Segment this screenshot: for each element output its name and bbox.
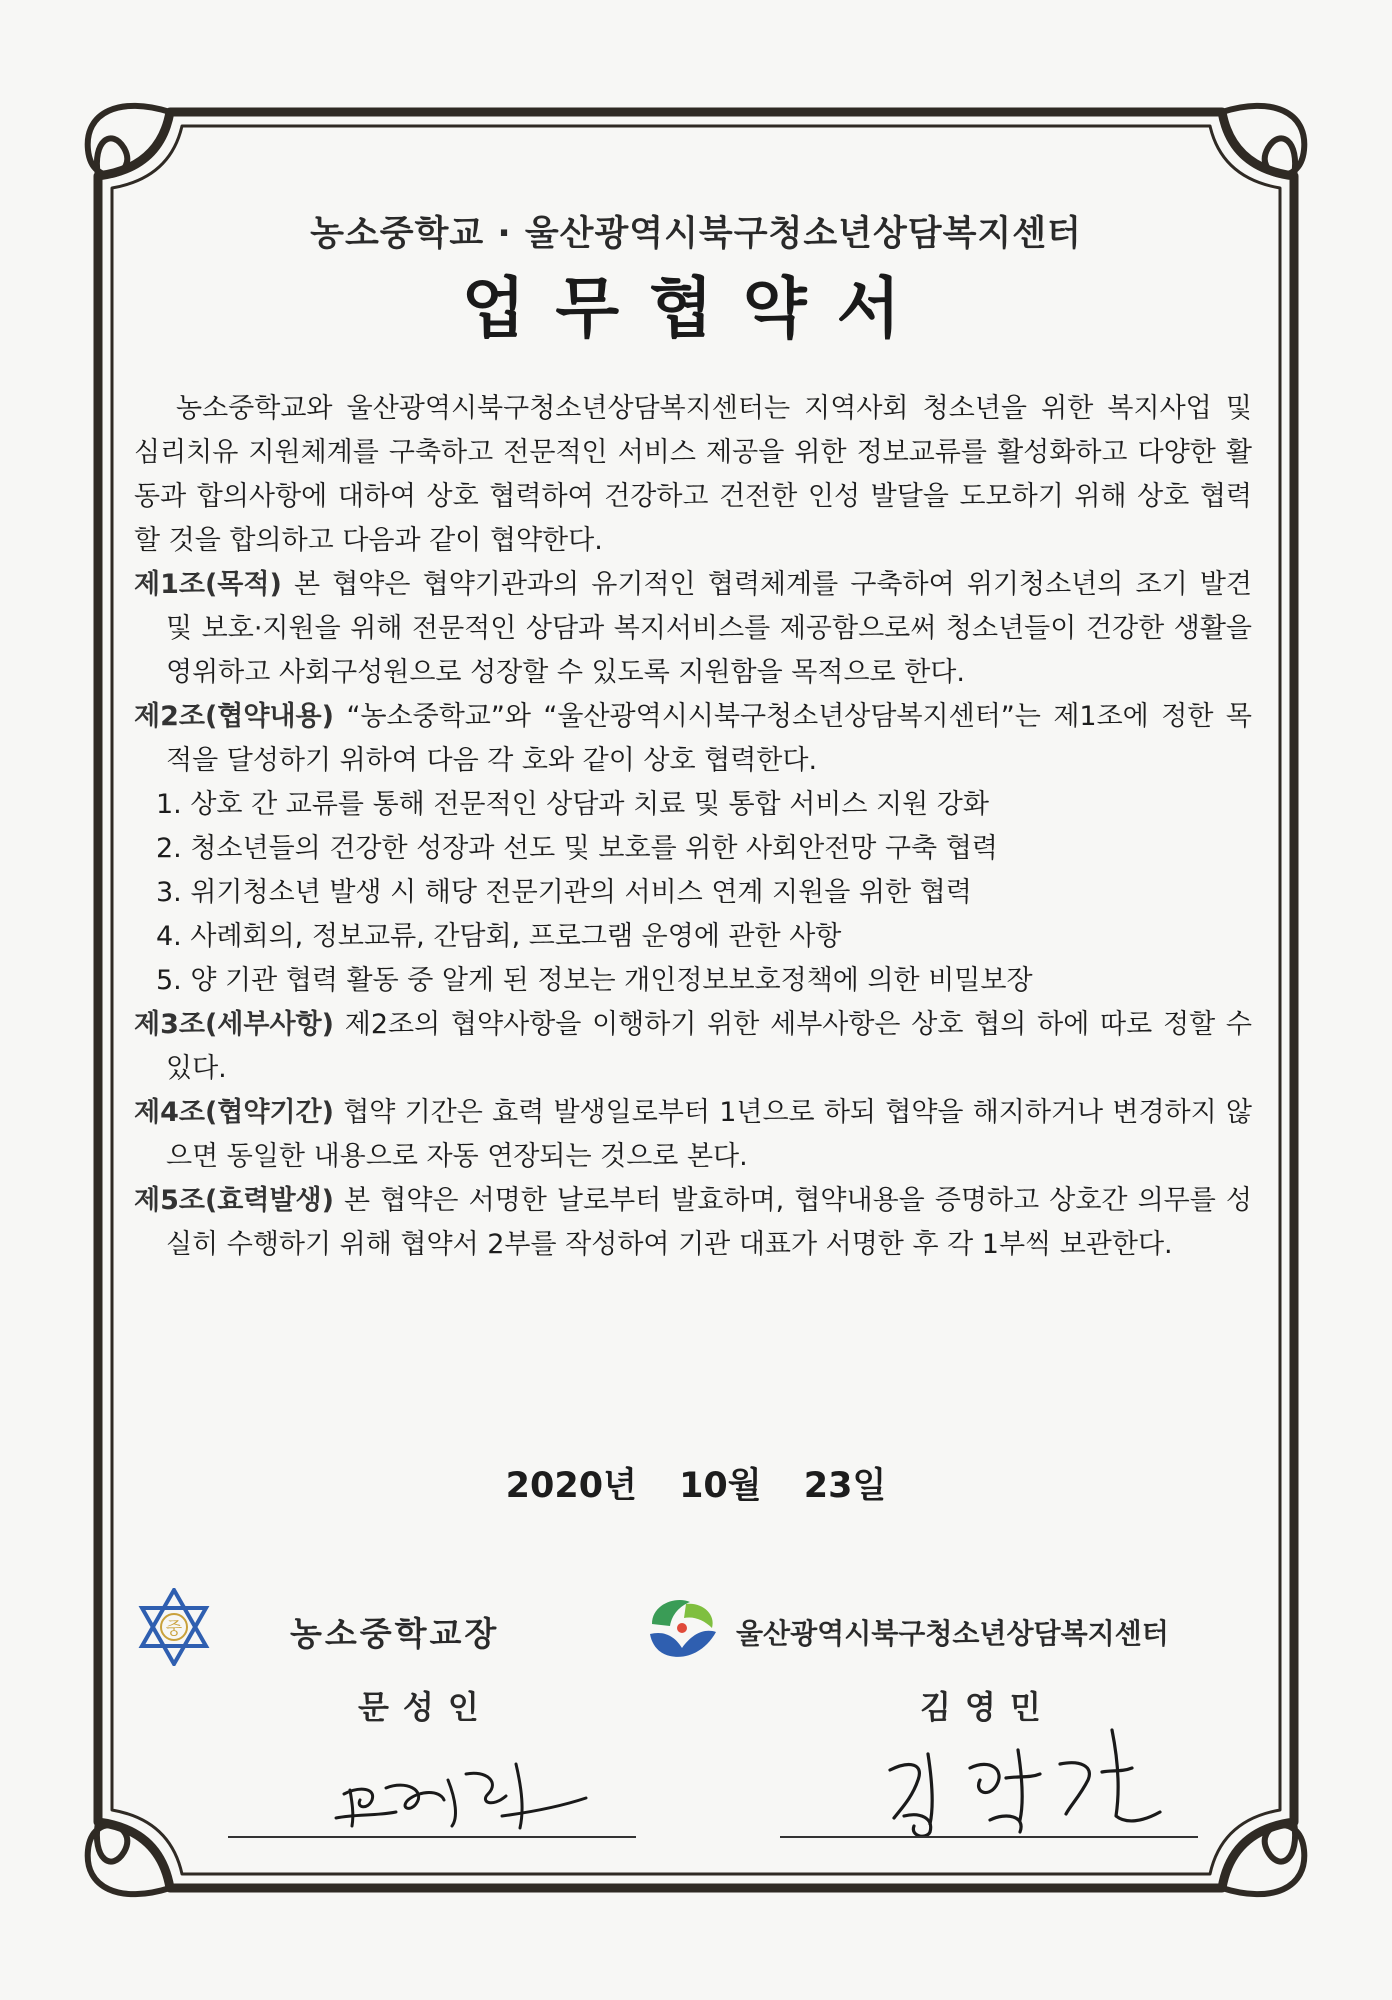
center-signatory-name: 김영민 [920, 1688, 1055, 1726]
date-day: 23일 [803, 1466, 887, 1506]
article-heading: 제2조(협약내용) [134, 701, 334, 732]
article-3 [134, 1003, 1252, 1091]
school-emblem-text: 중 [165, 1619, 183, 1639]
article-2 [134, 695, 1252, 783]
list-item: 3. 위기청소년 발생 시 해당 전문기관의 서비스 연계 지원을 위한 협력 [156, 877, 972, 908]
school-signature [316, 1730, 596, 1840]
article-text: 제2조의 협약사항을 이행하기 위한 세부사항은 상호 협의 하에 따로 정할 수 있다. [166, 1009, 1252, 1084]
article-heading: 제1조(목적) [134, 569, 282, 600]
center-logo-icon [646, 1594, 718, 1660]
article-heading: 제5조(효력발생) [134, 1185, 334, 1216]
intro-paragraph: 농소중학교와 울산광역시북구청소년상담복지센터는 지역사회 청소년을 위한 복지사업 및 심리치유 지원체계를 구축하고 전문적인 서비스 제공을 위한 정보교류를 활성화하고 다양한 활동과 합의사항에 대하여 상호 협력하여 건강하고 건전한 인성 발달을 도모하기 위해 상호 협력할 것을 합의하고 다음과 같이 협약한다. [134, 393, 1252, 556]
school-emblem-icon [138, 1588, 210, 1666]
list-item: 4. 사례회의, 정보교류, 간담회, 프로그램 운영에 관한 사항 [156, 921, 842, 952]
center-signature-line [780, 1836, 1198, 1838]
school-signatory-title: 농소중학교장 [290, 1614, 500, 1653]
center-signatory-title: 울산광역시북구청소년상담복지센터 [736, 1617, 1169, 1650]
article-text: “농소중학교”와 “울산광역시시북구청소년상담복지센터”는 제1조에 정한 목적을 달성하기 위하여 다음 각 호와 같이 상호 협력한다. [166, 701, 1252, 776]
article-heading: 제4조(협약기간) [134, 1097, 334, 1128]
date-year: 2020년 [505, 1466, 637, 1506]
article-5 [134, 1179, 1252, 1267]
article-heading: 제3조(세부사항) [134, 1009, 334, 1040]
article-1 [134, 563, 1252, 695]
agreement-body [134, 387, 1252, 1267]
article-2-items [134, 783, 1252, 1003]
list-item: 2. 청소년들의 건강한 성장과 선도 및 보호를 위한 사회안전망 구축 협력 [156, 833, 998, 864]
article-text: 본 협약은 서명한 날로부터 발효하며, 협약내용을 증명하고 상호간 의무를 성실히 수행하기 위해 협약서 2부를 작성하여 기관 대표가 서명한 후 각 1부씩 보관한다. [166, 1185, 1252, 1260]
date-month: 10월 [679, 1466, 762, 1506]
document-title: 업무협약서 [461, 270, 931, 347]
school-signature-line [228, 1836, 636, 1838]
article-4 [134, 1091, 1252, 1179]
center-signature [880, 1720, 1180, 1840]
document-subtitle: 농소중학교 · 울산광역시북구청소년상담복지센터 [310, 214, 1082, 254]
list-item: 5. 양 기관 협력 활동 중 알게 된 정보는 개인정보보호정책에 의한 비밀보장 [156, 965, 1033, 996]
list-item: 1. 상호 간 교류를 통해 전문적인 상담과 치료 및 통합 서비스 지원 강화 [156, 789, 989, 820]
school-signatory-name: 문성인 [358, 1688, 493, 1726]
article-text: 본 협약은 협약기관과의 유기적인 협력체계를 구축하여 위기청소년의 조기 발견 및 보호·지원을 위해 전문적인 상담과 복지서비스를 제공함으로써 청소년들이 건강한 생활을 영위하고 사회구성원으로 성장할 수 있도록 지원함을 목적으로 한다. [166, 569, 1252, 688]
agreement-date [0, 1458, 1392, 1508]
article-text: 협약 기간은 효력 발생일로부터 1년으로 하되 협약을 해지하거나 변경하지 않으면 동일한 내용으로 자동 연장되는 것으로 본다. [166, 1097, 1252, 1172]
